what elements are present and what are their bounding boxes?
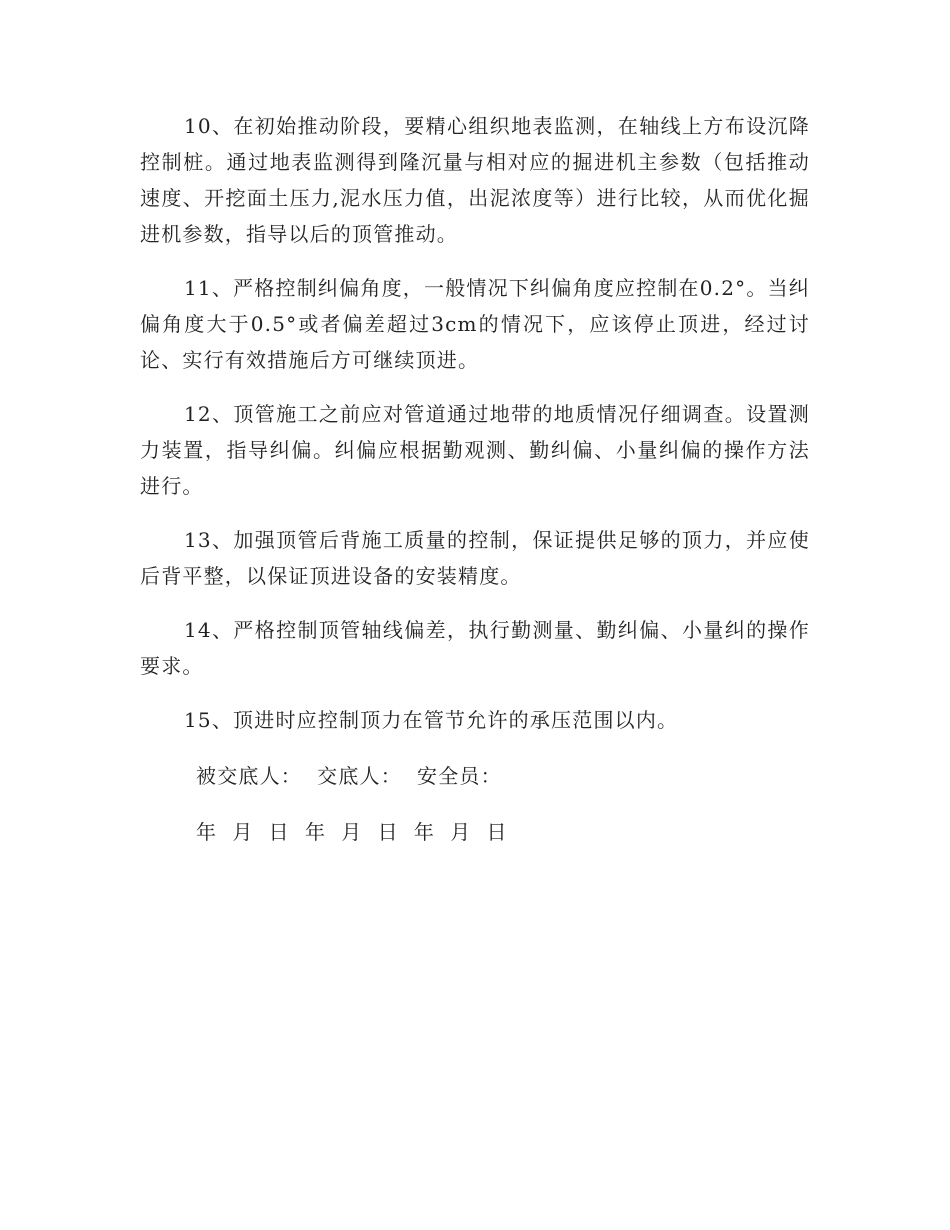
document-body [140, 108, 810, 756]
paragraph-item-12: 12、顶管施工之前应对管道通过地带的地质情况仔细调查。设置测力装置，指导纠偏。纠偏应根据勤观测、勤纠偏、小量纠偏的操作方法进行。 [140, 402, 810, 498]
paragraph-item-14: 14、严格控制顶管轴线偏差，执行勤测量、勤纠偏、小量纠的操作要求。 [140, 618, 810, 678]
date-fields: 年 月 日 年 月 日 年 月 日 [196, 820, 508, 844]
signature-labels: 被交底人： 交底人： 安全员： [196, 764, 502, 788]
paragraph-item-11: 11、严格控制纠偏角度，一般情况下纠偏角度应控制在0.2°。当纠偏角度大于0.5°或者偏差超过3cm的情况下，应该停止顶进，经过讨论、实行有效措施后方可继续顶进。 [140, 276, 810, 372]
paragraph-item-13: 13、加强顶管后背施工质量的控制，保证提供足够的顶力，并应使后背平整，以保证顶进设备的安装精度。 [140, 528, 810, 588]
paragraph-item-10: 10、在初始推动阶段，要精心组织地表监测，在轴线上方布设沉降控制桩。通过地表监测得到隆沉量与相对应的掘进机主参数（包括推动速度、开挖面土压力,泥水压力值，出泥浓度等）进行比较，从而优化掘进机参数，指导以后的顶管推动。 [140, 114, 810, 246]
signature-block [196, 760, 796, 848]
paragraph-item-15: 15、顶进时应控制顶力在管节允许的承压范围以内。 [184, 708, 679, 732]
